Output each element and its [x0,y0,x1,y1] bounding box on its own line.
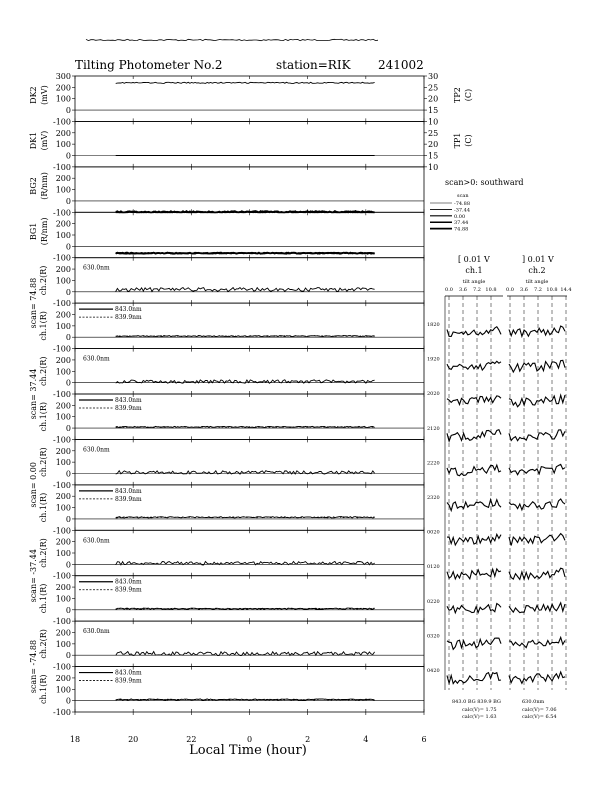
tilt-trace [509,395,565,407]
legend-label: 843.0nm [115,487,142,495]
tilt-ch1-label: ch.1 [465,266,483,275]
y-tick-label: 0 [65,424,71,434]
y-tick-label: 100 [55,367,71,377]
y-tick-label: 100 [55,321,71,331]
tilt-trace [447,673,501,684]
x-axis-label: Local Time (hour) [189,743,307,758]
y-tick-label: 100 [55,503,71,513]
y-tick-label: 200 [55,355,71,365]
tilt-ch2-axis-title: tilt angle [525,279,549,285]
panel-label: ch.2(R) [39,629,48,659]
y-tick-label: 0 [65,106,71,116]
scan-group-label: scan= -37.44 [29,549,38,603]
tilt-time-label: 0320 [427,633,440,640]
legend-label: 839.9nm [115,495,142,503]
tilt-trace [509,672,565,683]
legend-label: 843.0nm [115,397,142,404]
station-label: station=RIK [276,58,351,72]
x-tick-label: 20 [128,735,139,744]
x-tick-label: 0 [246,735,253,744]
tilt-trace [447,361,501,370]
y-tick-label: 0 [65,287,71,297]
y-tick-label: 200 [55,219,71,229]
y-tick-label: -100 [53,253,71,263]
legend-label: 843.0nm [115,578,142,586]
tilt-footer-ch2-calc2: calc(V)= 6.54 [522,714,557,720]
panel-s3c2 [39,439,424,489]
panel-frame [75,167,424,212]
tilt-footer-ch1-labels: 843.0 BG 839.9 BG [452,699,501,705]
y-tick-label: 0 [65,651,71,661]
panel-frame [75,121,424,166]
tilt-trace [509,603,565,613]
tilt-ch2-tick: 7.2 [534,287,542,293]
y-tick-label: -100 [53,435,71,445]
tilt-ch1-scale: [ 0.01 V [458,255,490,264]
x-tick-label: 2 [305,735,311,744]
tilt-ch1-tick: 10.8 [485,287,497,293]
tilt-trace [447,465,501,476]
tilt-time-label: 0120 [427,564,440,571]
y-tick-label: -100 [53,390,71,399]
panel-label: ch.1(R) [39,583,48,614]
series-line [116,82,375,83]
y-tick-label: 100 [55,639,71,649]
legend-label: 630.0nm [83,355,110,363]
scan-group-label: scan= -74.88 [29,639,38,694]
panel-label: ch.1(R) [39,311,48,341]
panel-s4c2 [39,530,424,580]
y-tick-label: 200 [55,583,71,593]
tilt-footer-ch2-label: 630.0nm [522,699,545,705]
right-tick-label: 20 [428,94,439,104]
y-tick-label: 200 [55,628,71,638]
y-tick-label: 0 [65,696,71,706]
panel-bg2 [29,167,424,217]
y-tick-label: 100 [55,185,71,195]
tilt-ch2-scale: ] 0.01 V [522,255,554,264]
panel-frame [75,349,424,394]
panel-s3c1 [39,485,424,535]
tilt-trace [447,327,501,337]
panel-s4c1 [39,576,424,626]
tilt-footer-ch1-calc1: calc(V)= 1.75 [462,707,497,713]
tilt-time-label: 2320 [427,495,440,501]
tilt-ch1-tick: 7.2 [473,287,481,293]
y-tick-label: -100 [53,344,71,354]
panel-label: BG2 [29,177,38,195]
y-tick-label: 200 [55,310,71,320]
y-tick-label: 0 [65,469,71,479]
y-tick-label: 100 [55,458,71,468]
panel-dk2 [29,72,473,126]
right-tick-label: 20 [428,140,439,150]
right-axis-label: TP1 [453,132,462,149]
scan-group-label: scan= 37.44 [29,368,38,420]
panel-label: ch.1(R) [39,674,48,705]
y-tick-label: -100 [53,526,71,536]
y-tick-label: -100 [53,117,71,127]
y-tick-label: 200 [55,492,71,502]
panel-unit: (R/nm) [40,172,49,200]
tilt-ch2-tick: 0.0 [506,287,514,293]
panel-bg1 [29,212,424,262]
y-tick-label: 100 [55,140,71,150]
tilt-trace [509,499,565,510]
tilt-ch1-axis-title: tilt angle [462,279,486,285]
legend-label: 630.0nm [83,628,110,636]
legend-label: 630.0nm [83,264,110,272]
panel-label: ch.2(R) [39,447,48,477]
tilt-ch1-tick: 0.0 [445,287,453,293]
scan-legend-entry: 0.00 [454,213,466,220]
y-tick-label: 0 [65,196,71,206]
y-tick-label: 100 [55,549,71,558]
y-tick-label: 200 [55,265,71,275]
scan-legend-entry: 74.88 [454,226,469,233]
legend-label: 839.9nm [115,405,142,412]
y-tick-label: -100 [53,162,71,172]
y-tick-label: 200 [55,401,71,411]
x-tick-label: 18 [69,735,81,744]
tilt-trace [509,637,565,647]
legend-label: 630.0nm [83,537,110,545]
legend-label: 839.9nm [115,677,142,685]
scan-legend-title: scan>0: southward [445,178,524,187]
y-tick-label: 0 [65,560,71,570]
panel-unit: (mV) [40,85,49,105]
panel-unit: (R/nm) [40,217,49,246]
panel-label: ch.1(R) [39,401,48,432]
tilt-trace [509,568,565,579]
tilt-trace [447,569,501,579]
tilt-trace [509,430,565,441]
panel-frame [75,258,424,303]
x-tick-label: 22 [186,735,197,744]
tilt-time-label: 1920 [427,356,440,363]
header [75,58,424,72]
tilt-time-label: 0220 [427,598,440,605]
right-tick-label: 25 [428,128,439,138]
chart-title: Tilting Photometer No.2 [75,58,223,72]
tilt-trace [509,360,565,372]
tilt-time-label: 0420 [427,668,440,674]
y-tick-label: -100 [53,617,71,627]
top-strip-line [86,39,378,40]
tilt-ch2-tick: 14.4 [560,287,572,293]
tilt-trace [509,464,565,474]
panel-unit: (mV) [40,130,49,151]
panel-frame [75,530,424,575]
panel-label: BG1 [29,222,38,241]
tilt-trace [447,638,501,649]
y-tick-label: 100 [55,594,71,604]
x-tick-label: 4 [363,735,369,744]
y-tick-label: 100 [55,276,71,286]
legend-label: 839.9nm [115,586,142,594]
panel-s5c1 [39,667,424,717]
scan-group-label: scan= 74.88 [29,277,38,329]
y-tick-label: 300 [55,72,71,81]
tilt-trace [509,326,565,336]
tilt-panel [427,255,572,720]
panel-label: DK1 [29,131,38,150]
tilt-ch2-tick: 10.8 [546,287,558,293]
panel-label: DK2 [29,86,38,104]
legend-label: 843.0nm [115,306,142,314]
panel-s2c2 [39,349,424,399]
tilt-time-label: 0020 [427,529,440,536]
y-tick-label: 0 [65,151,71,161]
tilt-trace [447,534,501,545]
series-line [116,253,375,254]
panel-frame [75,439,424,484]
y-tick-label: 200 [55,128,71,138]
legend-label: 839.9nm [115,314,142,322]
scan-legend-entry: -37.44 [454,207,471,214]
right-tick-label: 15 [428,106,439,116]
right-tick-label: 25 [428,83,439,93]
panel-frame [75,212,424,257]
x-tick-label: 6 [421,735,427,744]
y-tick-label: -100 [53,480,71,490]
y-tick-label: 200 [55,673,71,683]
series-line [116,288,375,292]
right-axis-unit: (C) [464,88,473,102]
scan-legend-entry: 37.44 [454,220,469,227]
y-tick-label: 100 [55,231,71,240]
tilt-footer-ch1-calc2: calc(V)= 1.63 [462,714,497,720]
main-panels [29,39,473,717]
panel-label: ch.1(R) [39,492,48,523]
panel-label: ch.2(R) [39,265,48,296]
y-tick-label: 200 [55,174,71,184]
scan-legend-header: scan [457,193,469,199]
panel-frame [75,621,424,666]
scan-group-label: scan= 0.00 [29,462,38,508]
panel-s5c2 [39,621,424,671]
y-tick-label: -100 [53,708,71,717]
panel-s2c1 [39,394,424,444]
tilt-footer-ch2-calc1: calc(V)= 7.06 [522,707,557,713]
right-tick-label: 30 [428,72,439,81]
tilt-time-label: 1820 [427,322,440,328]
right-tick-label: 10 [428,117,439,127]
tilt-time-label: 2020 [427,391,440,398]
legend-label: 843.0nm [115,669,142,677]
tilt-ch1-tick: 3.6 [459,287,467,293]
panel-label: ch.2(R) [39,538,48,568]
right-axis-label: TP2 [453,87,462,103]
y-tick-label: 0 [65,514,71,524]
y-tick-label: 0 [65,242,71,252]
y-tick-label: 200 [55,446,71,456]
y-tick-label: -100 [53,299,71,309]
y-tick-label: 200 [55,83,71,93]
tilt-time-label: 2120 [427,425,440,432]
y-tick-label: 100 [55,94,71,104]
x-axis [70,712,427,758]
tilt-ch2-tick: 3.6 [520,287,528,293]
y-tick-label: 100 [55,412,71,422]
y-tick-label: 0 [65,333,71,343]
right-tick-label: 15 [428,151,439,161]
right-tick-label: 10 [428,162,439,172]
tilt-time-label: 2220 [427,460,440,467]
panel-s1c1 [39,303,424,353]
panel-label: ch.2(R) [39,356,48,387]
y-tick-label: 200 [55,537,71,547]
tilt-ch2-label: ch.2 [528,266,546,275]
y-tick-label: 100 [55,685,71,695]
scan-legend-entry: -74.88 [454,201,471,207]
panel-s1c2 [39,258,424,308]
tilt-trace [509,534,565,546]
tilt-trace [447,430,501,442]
scan-legend [430,178,524,233]
y-tick-label: -100 [53,208,71,218]
panel-dk1 [29,121,473,171]
y-tick-label: 0 [65,378,71,388]
y-tick-label: -100 [53,662,71,672]
legend-label: 630.0nm [83,446,110,454]
date-label: 241002 [378,58,424,72]
tilt-trace [447,500,501,511]
right-axis-unit: (C) [464,134,473,147]
tilt-trace [447,604,501,613]
y-tick-label: 0 [65,605,71,615]
tilt-trace [447,396,501,405]
y-tick-label: -100 [53,571,71,581]
